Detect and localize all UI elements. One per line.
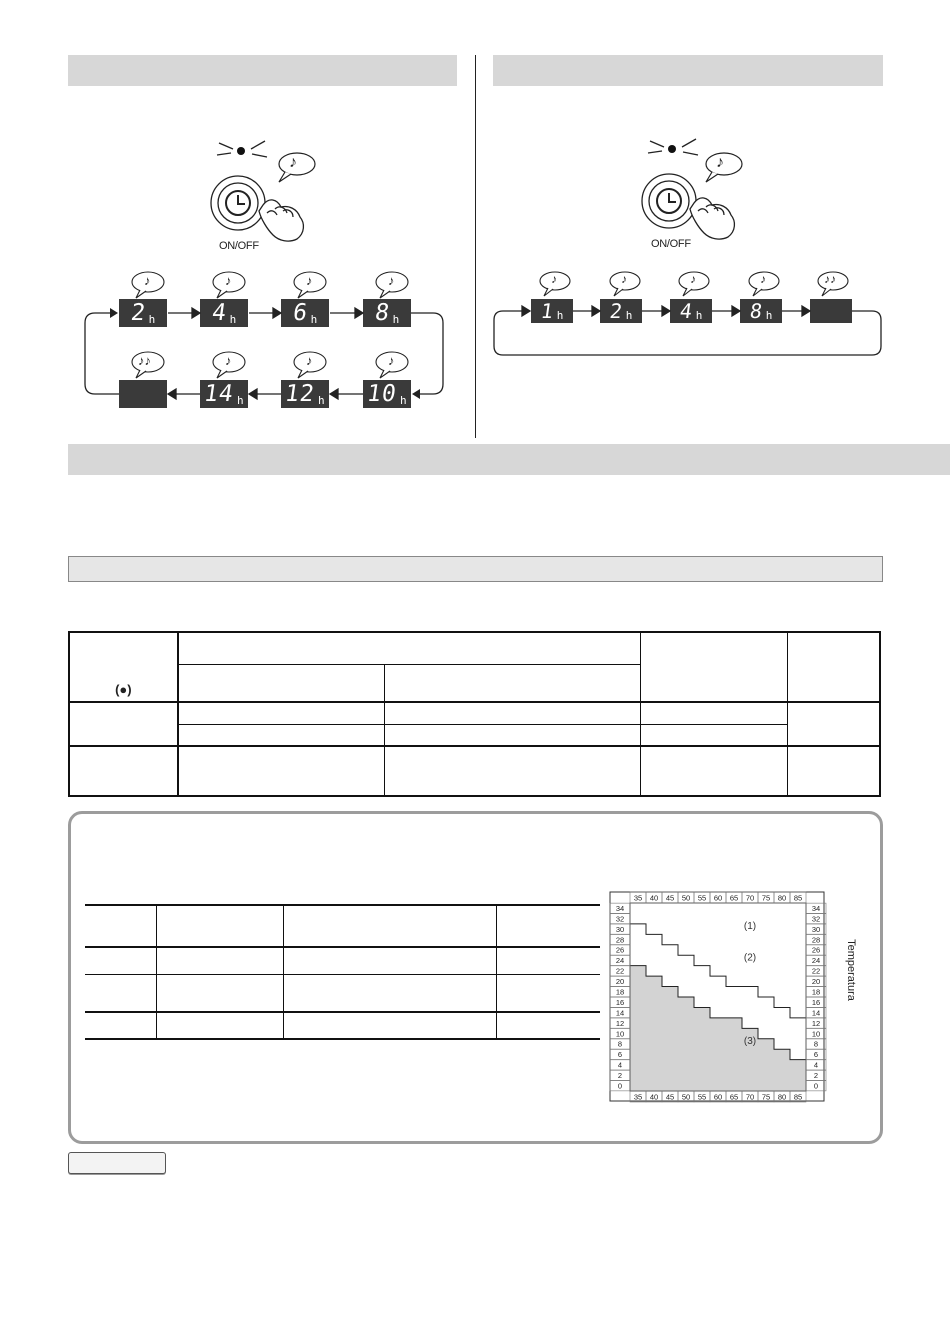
y-tick-label: 4 (813, 1060, 819, 1070)
panel-table-cell (284, 1012, 497, 1039)
y-tick-label: 16 (811, 997, 821, 1007)
row-label-cell-2 (69, 746, 178, 796)
panel-table-cell (85, 974, 157, 1012)
timer-display-6h: 6 h (281, 299, 329, 327)
y-tick-label: 26 (615, 945, 625, 955)
x-tick-label: 35 (633, 1092, 643, 1102)
section-header-right (493, 55, 883, 86)
y-axis-label: Temperatura (845, 939, 857, 1001)
x-tick-label: 70 (745, 893, 755, 903)
x-tick-label: 45 (665, 1092, 675, 1102)
y-tick-label: 8 (813, 1039, 819, 1049)
spec-table (68, 631, 881, 797)
y-tick-label: 4 (617, 1060, 623, 1070)
timer-display-14h: 14 h (200, 380, 248, 408)
panel-table-cell (497, 905, 601, 947)
y-tick-label: 26 (811, 945, 821, 955)
header-cell-3 (384, 664, 640, 702)
x-tick-label: 70 (745, 1092, 755, 1102)
y-tick-label: 16 (615, 997, 625, 1007)
x-tick-label: 55 (697, 893, 707, 903)
x-tick-label: 40 (649, 893, 659, 903)
y-tick-label: 14 (615, 1008, 625, 1018)
timer-display-10h: 10 h (363, 380, 411, 408)
panel-table-cell (85, 947, 157, 974)
timer-display-1h: 1 h (531, 299, 573, 323)
header-cell-5 (788, 632, 880, 702)
y-tick-label: 32 (615, 914, 625, 924)
y-tick-label: 24 (615, 956, 625, 966)
timer-display-2h: 2 h (119, 299, 167, 327)
table-cell (788, 702, 880, 746)
header-cell-4 (640, 632, 787, 702)
x-tick-label: 50 (681, 1092, 691, 1102)
timer-display-8h: 8 h (363, 299, 411, 327)
x-tick-label: 80 (777, 1092, 787, 1102)
indicator-symbol: (●) (115, 682, 132, 697)
panel-table-cell (497, 1012, 601, 1039)
y-tick-label: 18 (615, 987, 625, 997)
panel-table-cell (85, 1012, 157, 1039)
note-label-box (68, 1152, 166, 1174)
y-tick-label: 18 (811, 987, 821, 997)
region-label-2: (2) (743, 952, 757, 964)
temperature-humidity-chart (608, 890, 866, 1103)
y-tick-label: 2 (617, 1071, 623, 1081)
timer-display-4h: 4 h (670, 299, 712, 323)
y-tick-label: 22 (615, 966, 625, 976)
y-tick-label: 2 (813, 1071, 819, 1081)
x-tick-label: 60 (713, 1092, 723, 1102)
panel-table-cell (497, 974, 601, 1012)
y-tick-label: 30 (811, 924, 821, 934)
timer-display-4h: 4 h (200, 299, 248, 327)
x-tick-label: 40 (649, 1092, 659, 1102)
x-tick-label: 65 (729, 1092, 739, 1102)
table-cell (178, 702, 385, 724)
y-tick-label: 22 (811, 966, 821, 976)
button-label: ON/OFF (651, 238, 691, 250)
speech-bubbles-left (0, 0, 460, 440)
y-tick-label: 30 (615, 924, 625, 934)
y-tick-label: 32 (811, 914, 821, 924)
column-divider (475, 55, 476, 438)
timer-button-illustration-right (636, 131, 756, 241)
panel-table-cell (157, 947, 284, 974)
subsection-header (68, 556, 883, 582)
y-tick-label: 20 (811, 977, 821, 987)
x-tick-label: 60 (713, 893, 723, 903)
table-cell (178, 724, 385, 746)
y-tick-label: 34 (811, 903, 821, 913)
panel-table-cell (157, 905, 284, 947)
panel-table-cell (284, 947, 497, 974)
table-cell (640, 746, 787, 796)
y-tick-label: 34 (615, 903, 625, 913)
panel-table-cell (157, 974, 284, 1012)
y-tick-label: 12 (615, 1018, 625, 1028)
x-tick-label: 85 (793, 893, 803, 903)
table-cell (384, 724, 640, 746)
region-label-1: (1) (743, 921, 757, 933)
table-cell (788, 746, 880, 796)
button-label: ON/OFF (219, 240, 259, 252)
table-cell (178, 746, 385, 796)
x-tick-label: 50 (681, 893, 691, 903)
x-tick-label: 35 (633, 893, 643, 903)
y-tick-label: 0 (813, 1081, 819, 1091)
y-tick-label: 6 (617, 1050, 623, 1060)
panel-table-cell (85, 905, 157, 947)
y-tick-label: 20 (615, 977, 625, 987)
y-tick-label: 8 (617, 1039, 623, 1049)
y-tick-label: 12 (811, 1018, 821, 1028)
panel-table-cell (497, 947, 601, 974)
x-tick-label: 75 (761, 1092, 771, 1102)
note-icon: ♪ (716, 154, 724, 171)
y-tick-label: 14 (811, 1008, 821, 1018)
y-tick-label: 0 (617, 1081, 623, 1091)
x-tick-label: 45 (665, 893, 675, 903)
panel-table-cell (284, 905, 497, 947)
panel-table (85, 904, 600, 1040)
y-tick-label: 28 (615, 935, 625, 945)
x-tick-label: 85 (793, 1092, 803, 1102)
indicator-header-cell (69, 632, 178, 702)
table-cell (640, 724, 787, 746)
timer-display-8h: 8 h (740, 299, 782, 323)
y-tick-label: 10 (811, 1029, 821, 1039)
x-tick-label: 80 (777, 893, 787, 903)
y-tick-label: 24 (811, 956, 821, 966)
timer-display-2h: 2 h (600, 299, 642, 323)
header-cell-2 (178, 664, 385, 702)
table-cell (384, 702, 640, 724)
x-tick-label: 75 (761, 893, 771, 903)
panel-table-cell (284, 974, 497, 1012)
y-tick-label: 6 (813, 1050, 819, 1060)
timer-display-12h: 12 h (281, 380, 329, 408)
panel-table-cell (157, 1012, 284, 1039)
y-tick-label: 28 (811, 935, 821, 945)
y-tick-label: 10 (615, 1029, 625, 1039)
note-icon: ♪ (289, 154, 297, 171)
x-tick-label: 55 (697, 1092, 707, 1102)
table-cell (640, 702, 787, 724)
table-cell (384, 746, 640, 796)
section-header-full (68, 444, 950, 475)
header-cell-group (178, 632, 641, 664)
row-label-cell-1 (69, 702, 178, 746)
region-label-3: (3) (743, 1036, 757, 1047)
x-tick-label: 65 (729, 893, 739, 903)
